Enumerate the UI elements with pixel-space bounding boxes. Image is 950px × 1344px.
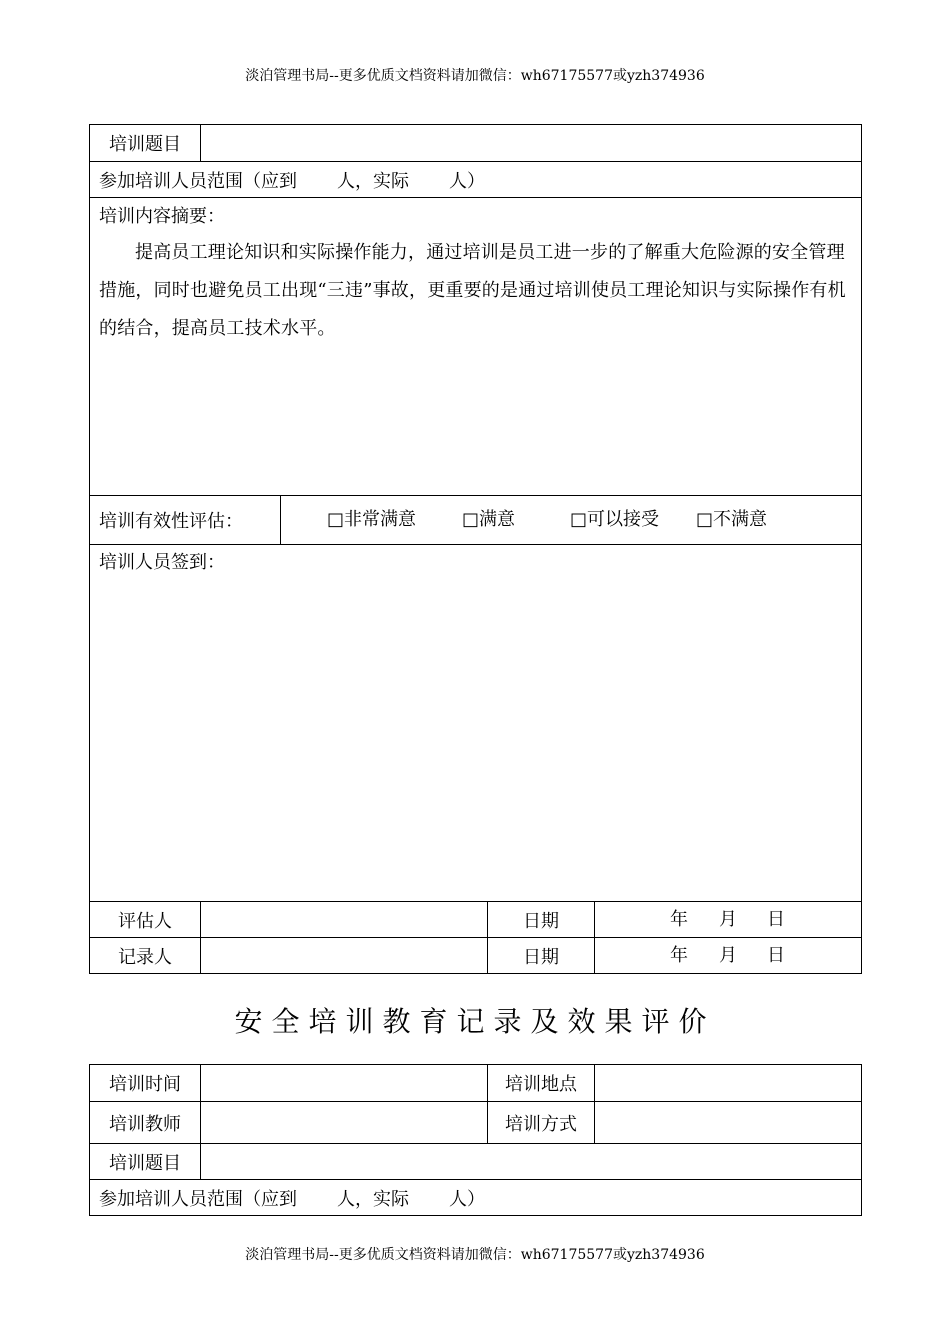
- participant-scope-row[interactable]: [90, 162, 862, 198]
- scope-unit-actual: 人）: [449, 170, 485, 192]
- option-unsatisfied[interactable]: □不满意: [696, 509, 768, 530]
- training-method-field[interactable]: [595, 1102, 862, 1144]
- assessor-date-label: 日期: [488, 902, 595, 938]
- trainer-label: 培训教师: [90, 1102, 201, 1144]
- form-title: 安全培训教育记录及效果评价: [234, 1005, 716, 1038]
- scope-unit-expected: 人，实际: [337, 1188, 409, 1210]
- month-label: 月: [719, 908, 737, 930]
- assessor-field[interactable]: [201, 902, 488, 938]
- trainer-field[interactable]: [201, 1102, 488, 1144]
- summary-text: 提高员工理论知识和实际操作能力，通过培训是员工进一步的了解重大危险源的安全管理措施，同时也避免员工出现“三违”事故，更重要的是通过培训使员工理论知识与实际操作有机的结合，提高员工技术水平。: [99, 242, 846, 339]
- year-label: 年: [670, 908, 688, 930]
- content-summary-cell[interactable]: [90, 198, 862, 496]
- training-place-label: 培训地点: [488, 1065, 595, 1102]
- training-time-field[interactable]: [201, 1065, 488, 1102]
- recorder-field[interactable]: [201, 938, 488, 974]
- training-record-form-2: [89, 1064, 862, 1216]
- page-footer: 淡泊管理书局--更多优质文档资料请加微信：wh67175577或yzh374936: [245, 1247, 705, 1263]
- option-acceptable[interactable]: □可以接受: [570, 509, 660, 530]
- year-label: 年: [670, 944, 688, 966]
- recorder-label: 记录人: [90, 938, 201, 974]
- signin-label: 培训人员签到：: [99, 552, 225, 573]
- topic-label: 培训题目: [90, 125, 201, 162]
- option-satisfied[interactable]: □满意: [462, 509, 516, 530]
- day-label: 日: [767, 908, 785, 930]
- signin-cell[interactable]: [90, 545, 862, 902]
- effectiveness-options: [281, 496, 862, 545]
- scope-unit-expected: 人，实际: [337, 170, 409, 192]
- scope-unit-actual: 人）: [449, 1188, 485, 1210]
- training-place-field[interactable]: [595, 1065, 862, 1102]
- topic-label: 培训题目: [90, 1144, 201, 1180]
- recorder-date-field[interactable]: [595, 938, 862, 974]
- assessor-date-field[interactable]: [595, 902, 862, 938]
- summary-label: 培训内容摘要：: [99, 206, 225, 227]
- page-header: 淡泊管理书局--更多优质文档资料请加微信：wh67175577或yzh374936: [245, 68, 705, 84]
- training-method-label: 培训方式: [488, 1102, 595, 1144]
- effectiveness-label: 培训有效性评估：: [90, 496, 281, 545]
- topic-value-field[interactable]: [201, 125, 862, 162]
- scope-prefix: 参加培训人员范围（应到: [99, 170, 297, 192]
- month-label: 月: [719, 944, 737, 966]
- day-label: 日: [767, 944, 785, 966]
- option-very-satisfied[interactable]: □非常满意: [327, 509, 417, 530]
- assessor-label: 评估人: [90, 902, 201, 938]
- recorder-date-label: 日期: [488, 938, 595, 974]
- topic-value-field[interactable]: [201, 1144, 862, 1180]
- scope-prefix: 参加培训人员范围（应到: [99, 1188, 297, 1210]
- training-time-label: 培训时间: [90, 1065, 201, 1102]
- training-record-form-1: [89, 124, 862, 974]
- participant-scope-row[interactable]: [90, 1180, 862, 1216]
